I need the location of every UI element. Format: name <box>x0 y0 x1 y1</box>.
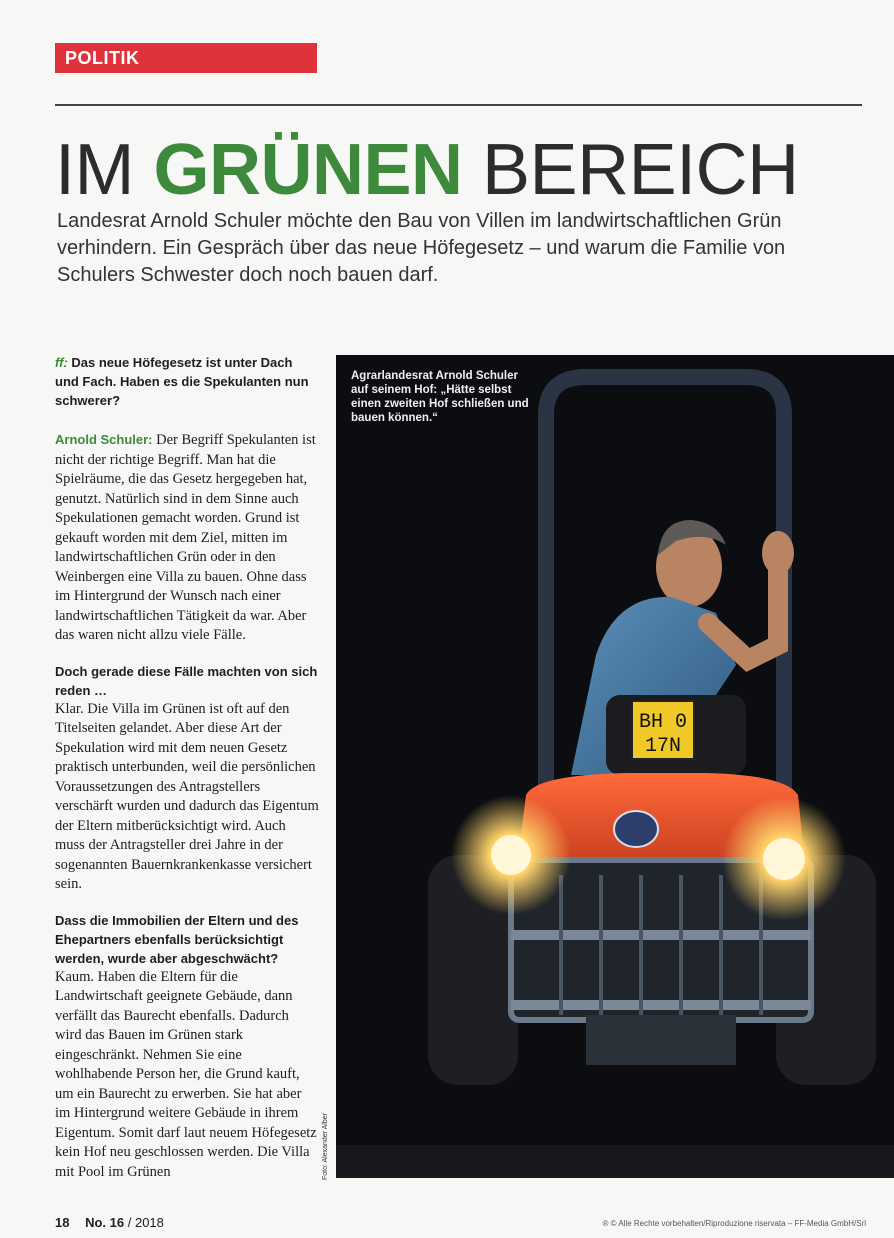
answer-2: Klar. Die Villa im Grünen ist oft auf den Titelseiten gelandet. Aber diese Art der Spekulation wird mit dem neuen Gesetz praktisch unterbunden, weil die persönlichen Voraussetzungen des Antragstellers verschärft wurden und dadurch das Eigentum der Eltern mitberücksichtigt wird. Auch muss der Antragsteller drei Jahre in der sogenannten Bauernkrankenkasse versichert sein. <box>55 700 319 892</box>
plate-line-1: BH 0 <box>638 711 688 734</box>
answer-1-text: Der Begriff Spekulanten ist nicht der richtige Begriff. Man hat die Spielräume, die das Gesetz hergegeben hat, genutzt. Natürlich sind in dem Sinne auch Spekulationen gemacht worden. Grund ist gekauft worden mit dem Ziel, mitten im landwirtschaftlichen Grün oder in den Weinbergen eine Villa zu bauen. Ohne dass im Hintergrund der Wunsch nach einer landwirtschaftlichen Tätigkeit da war. Aber das waren nicht allzu viele Fälle. <box>55 432 316 643</box>
headline-part-1: IM <box>55 130 134 210</box>
lead-text: Landesrat Arnold Schuler möchte den Bau von Villen im landwirtschaftlichen Grün verhindern. Ein Gespräch über das neue Höfegesetz – und warum die Familie von Schulers Schwester doch noch bauen darf. <box>57 210 786 286</box>
speaker-name: Arnold Schuler: <box>55 432 153 447</box>
section-label: POLITIK <box>55 43 317 73</box>
question-3: Dass die Immobilien der Eltern und des Ehepartners ebenfalls berücksichtigt werden, wurde aber abgeschwächt? <box>55 912 299 966</box>
question-2: Doch gerade diese Fälle machten von sich reden … <box>55 663 318 698</box>
tractor-photo <box>336 355 894 1178</box>
article-column <box>55 353 319 1182</box>
headline-part-2: GRÜNEN <box>153 130 463 210</box>
issue-label: No. 16 <box>85 1215 125 1230</box>
issue-year: / 2018 <box>127 1215 164 1230</box>
answer-3: Kaum. Haben die Eltern für die Landwirtschaft geeignete Gebäude, dann verfällt das Baurecht ebenfalls. Dadurch wird das Bauen im Grünen stark eingeschränkt. Nehmen Sie eine wohlhabende Person her, die Grund kauft, um ein Baurecht zu erwerben. Sie hat aber im Hintergrund weitere Gebäude in ihrem Eigentum. Somit darf laut neuem Höfegesetz kein Hof neu geschlossen werden. Die Villa mit Pool im Grünen <box>55 968 317 1180</box>
answer-1 <box>55 430 319 646</box>
header-rule <box>55 104 862 106</box>
page-number: 18 <box>55 1215 70 1230</box>
interviewer-prefix: ff: <box>55 355 68 370</box>
page-footer <box>55 1215 164 1230</box>
plate-line-2: 17N <box>644 735 682 758</box>
headline-part-3: BEREICH <box>482 130 799 210</box>
headline <box>55 128 799 212</box>
question-1 <box>55 353 319 410</box>
question-1-text: Das neue Höfegesetz ist unter Dach und Fach. Haben es die Spekulanten nun schwerer? <box>55 355 309 408</box>
rights-notice: ® © Alle Rechte vorbehalten/Riproduzione riservata – FF-Media GmbH/Srl <box>602 1219 866 1228</box>
photo-caption: Agrarlandesrat Arnold Schuler auf seinem Hof: „Hätte selbst einen zweiten Hof schließen und bauen können.“ <box>351 370 529 424</box>
photo-credit: Foto: Alexander Alber <box>322 1113 329 1180</box>
